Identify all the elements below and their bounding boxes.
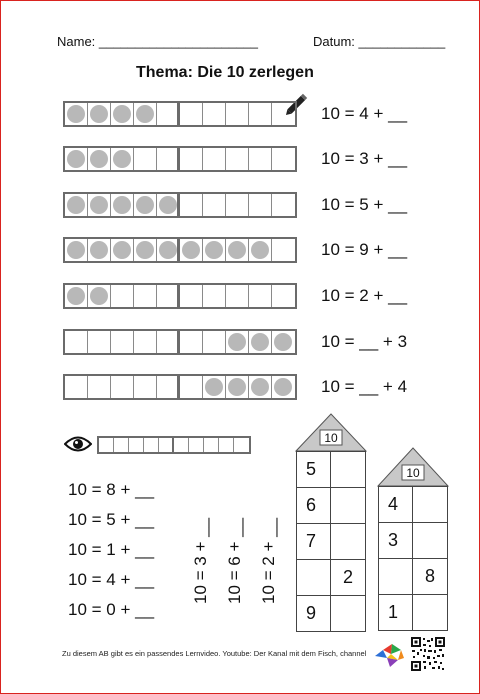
ten-frame-cell [226, 331, 249, 353]
ten-frame-cell [249, 331, 272, 353]
ten-frame [63, 101, 297, 127]
footer-note: Zu diesem AB gibt es ein passendes Lernvideo. Youtube: Der Kanal mit dem Fisch, channel [62, 649, 367, 658]
ten-frame-cell [203, 103, 226, 125]
ten-frame-cell [65, 331, 88, 353]
counter-dot [274, 378, 292, 396]
ten-frame-cell [88, 285, 111, 307]
ten-frame-cell [272, 194, 295, 216]
house-blank[interactable] [379, 559, 413, 594]
ten-frame-cell [157, 194, 180, 216]
equation-item[interactable]: 10 = 8 + __ [68, 480, 155, 499]
ten-frame-cell [249, 103, 272, 125]
vertical-equation[interactable]: 10 = 2 + __ [259, 517, 278, 604]
ten-frame-cell [203, 331, 226, 353]
counter-dot [136, 241, 154, 259]
ten-frame-cell [111, 103, 134, 125]
ten-frame [63, 329, 297, 355]
counter-dot [113, 241, 131, 259]
name-field[interactable]: Name: ______________________ [57, 34, 258, 49]
counter-dot [90, 105, 108, 123]
counter-dot [90, 196, 108, 214]
date-field[interactable]: Datum: ____________ [313, 34, 446, 49]
ten-frame-cell [272, 103, 295, 125]
house-blank[interactable] [331, 488, 365, 523]
house-blank[interactable] [413, 523, 447, 558]
ten-frame-cell [111, 239, 134, 261]
ten-frame [63, 146, 297, 172]
vertical-equation[interactable]: 10 = 6 + __ [225, 517, 244, 604]
ten-frame [63, 237, 297, 263]
house-blank[interactable] [413, 487, 447, 522]
counter-dot [90, 150, 108, 168]
ten-frame-equation[interactable]: 10 = 4 + __ [321, 104, 408, 123]
small-frame-cell [174, 438, 189, 452]
counter-dot [205, 378, 223, 396]
equation-item[interactable]: 10 = 0 + __ [68, 600, 155, 619]
ten-frame-cell [65, 194, 88, 216]
qr-code[interactable] [410, 636, 446, 672]
ten-frame-cell [203, 285, 226, 307]
counter-dot [67, 196, 85, 214]
ten-frame-cell [249, 285, 272, 307]
ten-frame-cell [249, 194, 272, 216]
ten-frame-cell [180, 285, 203, 307]
ten-frame-cell [203, 239, 226, 261]
ten-frame-cell [88, 239, 111, 261]
small-frame-cell [204, 438, 219, 452]
house-number: 4 [379, 487, 413, 522]
equation-item[interactable]: 10 = 4 + __ [68, 570, 155, 589]
ten-frame-cell [111, 148, 134, 170]
ten-frame-cell [203, 376, 226, 398]
ten-frame-cell [88, 194, 111, 216]
small-frame-cell [219, 438, 234, 452]
ten-frame-equation[interactable]: 10 = __ + 3 [321, 332, 408, 351]
ten-frame-cell [157, 103, 180, 125]
counter-dot [159, 241, 177, 259]
house-row [379, 559, 447, 595]
ten-frame-cell [111, 285, 134, 307]
ten-frame-cell [157, 239, 180, 261]
house-blank[interactable] [331, 524, 365, 559]
ten-frame-cell [226, 148, 249, 170]
ten-frame-cell [88, 376, 111, 398]
eye-icon [64, 435, 92, 453]
ten-frame-cell [157, 148, 180, 170]
ten-frame-cell [65, 285, 88, 307]
house-row [379, 595, 447, 630]
ten-frame-cell [249, 239, 272, 261]
house-body [378, 486, 448, 631]
small-frame-cell [99, 438, 114, 452]
ten-frame-cell [203, 148, 226, 170]
ten-frame-cell [134, 376, 157, 398]
counter-dot [136, 105, 154, 123]
ten-frame-cell [272, 331, 295, 353]
counter-dot [67, 241, 85, 259]
small-ten-frame [97, 436, 251, 454]
counter-dot [113, 105, 131, 123]
small-frame-cell [189, 438, 204, 452]
counter-dot [228, 333, 246, 351]
house-row [379, 487, 447, 523]
ten-frame-cell [88, 103, 111, 125]
ten-frame-cell [111, 194, 134, 216]
ten-frame-cell [157, 376, 180, 398]
ten-frame-cell [180, 376, 203, 398]
ten-frame [63, 374, 297, 400]
vertical-equation[interactable]: 10 = 3 + __ [191, 517, 210, 604]
ten-frame-cell [134, 103, 157, 125]
counter-dot [136, 196, 154, 214]
ten-frame-equation[interactable]: 10 = 2 + __ [321, 286, 408, 305]
house-number: 7 [297, 524, 331, 559]
ten-frame-cell [134, 148, 157, 170]
ten-frame-equation[interactable]: 10 = 3 + __ [321, 149, 408, 168]
counter-dot [251, 333, 269, 351]
ten-frame-cell [65, 148, 88, 170]
ten-frame-cell [226, 194, 249, 216]
counter-dot [90, 287, 108, 305]
equation-item[interactable]: 10 = 5 + __ [68, 510, 155, 529]
house-blank[interactable] [297, 560, 331, 595]
colorful-fish-logo [372, 640, 406, 670]
ten-frame [63, 192, 297, 218]
counter-dot [67, 105, 85, 123]
house-number: 8 [424, 566, 435, 586]
house-body [296, 451, 366, 632]
ten-frame-cell [272, 285, 295, 307]
ten-frame-cell [180, 194, 203, 216]
house-blank[interactable] [413, 595, 447, 630]
house-number: 9 [297, 596, 331, 631]
house-blank[interactable] [331, 452, 365, 487]
counter-dot [182, 241, 200, 259]
counter-dot [67, 287, 85, 305]
house-number: 6 [297, 488, 331, 523]
house-row [297, 488, 365, 524]
ten-frame-cell [249, 376, 272, 398]
ten-frame-cell [272, 239, 295, 261]
ten-frame-cell [180, 331, 203, 353]
small-frame-cell [159, 438, 174, 452]
ten-frame-cell [226, 376, 249, 398]
ten-frame-cell [180, 148, 203, 170]
counter-dot [90, 241, 108, 259]
ten-frame-cell [134, 194, 157, 216]
ten-frame-cell [134, 285, 157, 307]
ten-frame-equation[interactable]: 10 = 9 + __ [321, 240, 408, 259]
ten-frame-cell [88, 148, 111, 170]
ten-frame-cell [272, 148, 295, 170]
ten-frame-cell [134, 331, 157, 353]
ten-frame-cell [111, 376, 134, 398]
counter-dot [67, 150, 85, 168]
counter-dot [228, 241, 246, 259]
ten-frame-cell [157, 285, 180, 307]
small-frame-cell [129, 438, 144, 452]
page-title: Thema: Die 10 zerlegen [136, 64, 314, 81]
ten-frame-cell [111, 331, 134, 353]
ten-frame-cell [65, 239, 88, 261]
ten-frame [63, 283, 297, 309]
ten-frame-cell [134, 239, 157, 261]
ten-frame-cell [88, 331, 111, 353]
counter-dot [205, 241, 223, 259]
ten-frame-cell [157, 331, 180, 353]
house-number: 1 [379, 595, 413, 630]
counter-dot [113, 150, 131, 168]
house-row [297, 452, 365, 488]
ten-frame-equation[interactable]: 10 = __ + 4 [321, 377, 408, 396]
counter-dot [251, 241, 269, 259]
counter-dot [113, 196, 131, 214]
counter-dot [274, 333, 292, 351]
ten-frame-cell [226, 103, 249, 125]
ten-frame-cell [203, 194, 226, 216]
ten-frame-cell [180, 239, 203, 261]
equation-item[interactable]: 10 = 1 + __ [68, 540, 155, 559]
ten-frame-cell [226, 239, 249, 261]
house-number: 3 [379, 523, 413, 558]
ten-frame-cell [249, 148, 272, 170]
small-frame-cell [144, 438, 159, 452]
counter-dot [228, 378, 246, 396]
house-number: 2 [342, 567, 353, 587]
house-row [379, 523, 447, 559]
house-blank[interactable] [331, 596, 365, 631]
ten-frame-equation[interactable]: 10 = 5 + __ [321, 195, 408, 214]
ten-frame-cell [272, 376, 295, 398]
ten-frame-cell [226, 285, 249, 307]
house-row [297, 524, 365, 560]
house-number: 5 [297, 452, 331, 487]
house-roof-number: 10 [406, 466, 420, 480]
house-roof-number: 10 [324, 431, 338, 445]
house-row [297, 560, 365, 596]
counter-dot [251, 378, 269, 396]
house-row [297, 596, 365, 631]
counter-dot [159, 196, 177, 214]
ten-frame-cell [65, 376, 88, 398]
small-frame-cell [234, 438, 249, 452]
ten-frame-cell [180, 103, 203, 125]
ten-frame-cell [65, 103, 88, 125]
small-frame-cell [114, 438, 129, 452]
